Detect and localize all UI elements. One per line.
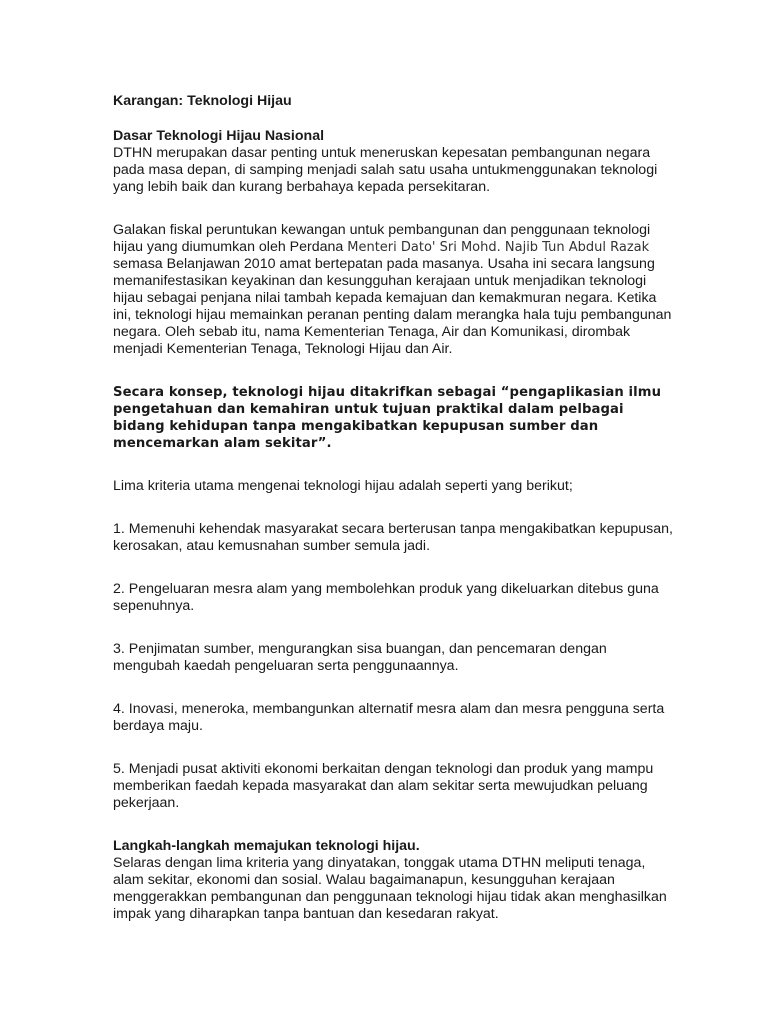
- criteria-item-4: 4. Inovasi, meneroka, membangunkan alternatif mesra alam dan mesra pengguna serta berdaya maju.: [113, 701, 665, 734]
- document-title: Karangan: Teknologi Hijau: [113, 93, 292, 109]
- criteria-item-5: 5. Menjadi pusat aktiviti ekonomi berkaitan dengan teknologi dan produk yang mampu memberikan faedah kepada masyarakat dan alam sekitar serta mewujudkan peluang pekerjaan.: [113, 761, 654, 811]
- criteria-intro: Lima kriteria utama mengenai teknologi hijau adalah seperti yang berikut;: [113, 478, 573, 494]
- paragraph-galakan-text-c: semasa Belanjawan 2010 amat bertepatan pada masanya. Usaha ini secara langsung memanifestasikan keyakinan dan kesungguhan kerajaan untuk menjadikan teknologi hijau sebagai penjana nilai tambah kepada kemajuan dan kemakmuran negara. Ketika ini, teknologi hijau memainkan peranan penting dalam merangka hala tuju pembangunan negara. Oleh sebab itu, nama Kementerian Tenaga, Air dan Komunikasi, dirombak menjadi Kementerian Tenaga, Teknologi Hijau dan Air.: [113, 256, 672, 357]
- section-heading-langkah: Langkah-langkah memajukan teknologi hijau.: [113, 838, 420, 854]
- section-heading-dasar: Dasar Teknologi Hijau Nasional: [113, 128, 325, 144]
- minister-name: Menteri Dato' Sri Mohd. Najib Tun Abdul Razak: [347, 240, 650, 255]
- criteria-item-2: 2. Pengeluaran mesra alam yang membolehkan produk yang dikeluarkan ditebus guna sepenuhnya.: [113, 581, 659, 614]
- criteria-item-3: 3. Penjimatan sumber, mengurangkan sisa buangan, dan pencemaran dengan mengubah kaedah pengeluaran serta penggunaannya.: [113, 641, 607, 674]
- paragraph-dthn-intro: DTHN merupakan dasar penting untuk meneruskan kepesatan pembangunan negara pada masa depan, di samping menjadi salah satu usaha untukmenggunakan teknologi yang lebih baik dan kurang berbahaya kepada persekitaran.: [113, 145, 658, 195]
- paragraph-selaras: Selaras dengan lima kriteria yang dinyatakan, tonggak utama DTHN meliputi tenaga, alam sekitar, ekonomi dan sosial. Walau bagaimanapun, kesungguhan kerajaan menggerakkan pembangunan dan penggunaan teknologi hijau tidak akan menghasilkan impak yang diharapkan tanpa bantuan dan kesedaran rakyat.: [113, 855, 667, 922]
- paragraph-galakan-text-a: Galakan fiskal peruntukan kewangan untuk pembangunan dan penggunaan teknologi hijau yang diumumkan oleh Perdana: [113, 222, 651, 255]
- criteria-item-1: 1. Memenuhi kehendak masyarakat secara berterusan tanpa mengakibatkan kepupusan, kerosakan, atau kemusnahan sumber semula jadi.: [113, 521, 673, 554]
- paragraph-galakan-fiskal: [113, 222, 673, 358]
- paragraph-definition: Secara konsep, teknologi hijau ditakrifkan sebagai “pengaplikasian ilmu pengetahuan dan kemahiran untuk tujuan praktikal dalam pelbagai bidang kehidupan tanpa mengakibatkan kepupusan sumber dan mencemarkan alam sekitar”.: [113, 385, 662, 451]
- document-page: [113, 93, 673, 923]
